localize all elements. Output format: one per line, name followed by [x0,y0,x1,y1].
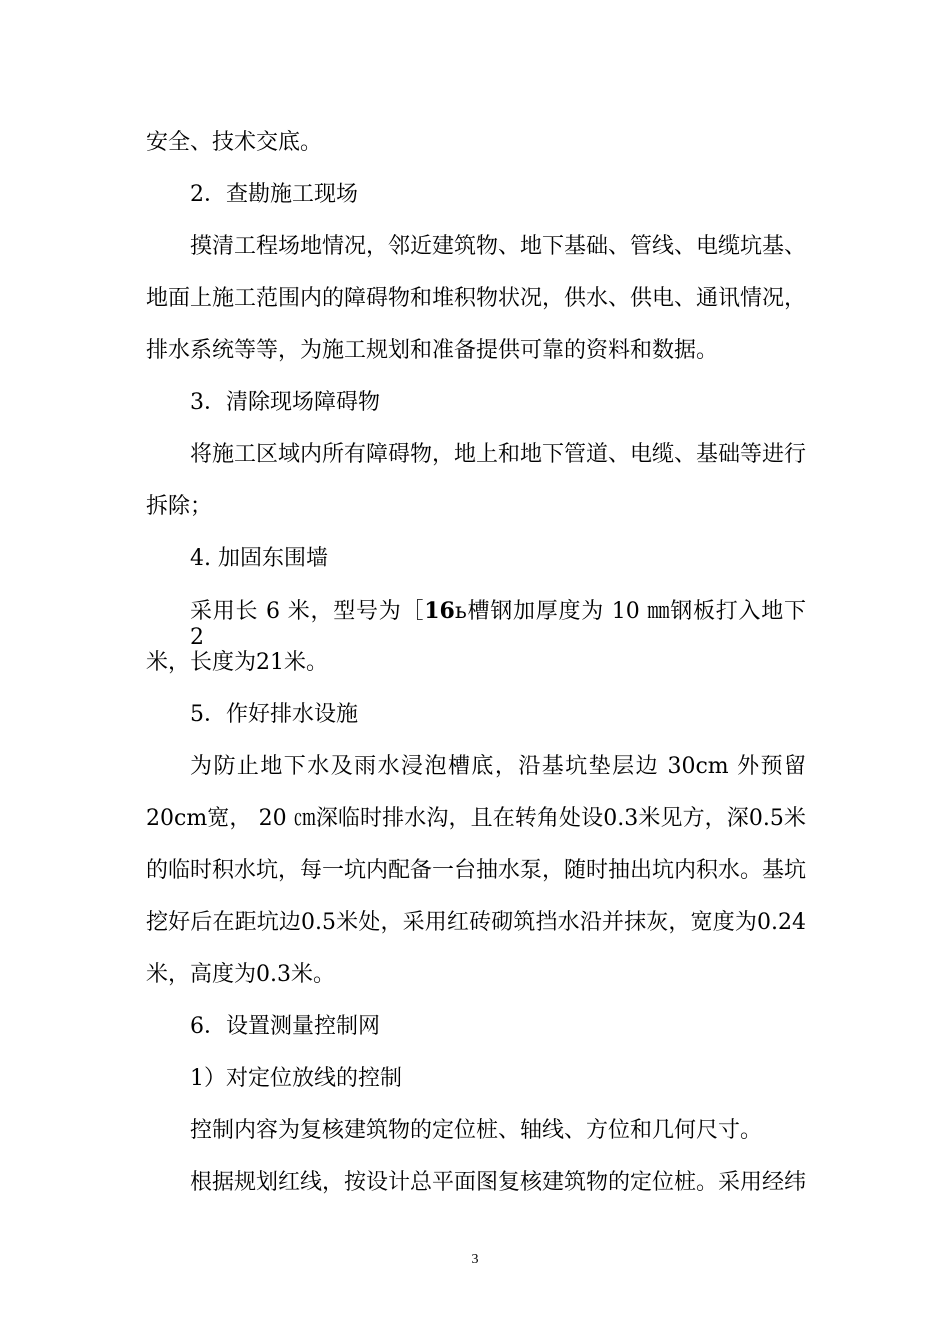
text-line: 排水系统等等，为施工规划和准备提供可靠的资料和数据。 [146,338,719,363]
steel-spec-bold: 16 [424,598,455,624]
text-line: 挖好后在距坑边0.5米处，采用红砖砌筑挡水沿并抹灰，宽度为0.24 [146,910,806,935]
text-line: 将施工区域内所有障碍物，地上和地下管道、电缆、基础等进行 [190,442,807,467]
text-line: 20cm宽， 20 ㎝深临时排水沟，且在转角处设0.3米见方，深0.5米 [146,806,806,831]
section-heading: 4. 加固东围墙 [190,546,328,571]
text-line: 的临时积水坑，每一坑内配备一台抽水泵，随时抽出坑内积水。基坑 [146,858,807,883]
page-number: 3 [471,1252,479,1267]
steel-spec-before: 采用长 6 米，型号为［ [190,599,425,624]
section-heading: 3．清除现场障碍物 [190,390,380,415]
text-line: 地面上施工范围内的障碍物和堆积物状况，供水、供电、通讯情况， [146,286,807,311]
text-line: 安全、技术交底。 [146,130,323,155]
section-heading: 6．设置测量控制网 [190,1014,380,1039]
text-line: 控制内容为复核建筑物的定位桩、轴线、方位和几何尺寸。 [190,1118,763,1143]
section-heading: 5．作好排水设施 [190,702,358,727]
text-line: 米，高度为0.3米。 [146,962,335,987]
section-heading: 2．查勘施工现场 [190,182,358,207]
steel-spec-after: ь槽钢加厚度为 10 ㎜钢板打入地下 2 [190,599,806,650]
text-line: 拆除； [146,494,213,519]
subsection-heading: 1）对定位放线的控制 [190,1066,402,1091]
text-line: 为防止地下水及雨水浸泡槽底，沿基坑垫层边 30cm 外预留 [190,754,806,779]
text-line: 米，长度为21米。 [146,650,328,675]
text-line: 摸清工程场地情况，邻近建筑物、地下基础、管线、电缆坑基、 [190,234,807,259]
text-line: 根据规划红线，按设计总平面图复核建筑物的定位桩。采用经纬 [190,1170,807,1195]
steel-spec-line [190,598,806,650]
